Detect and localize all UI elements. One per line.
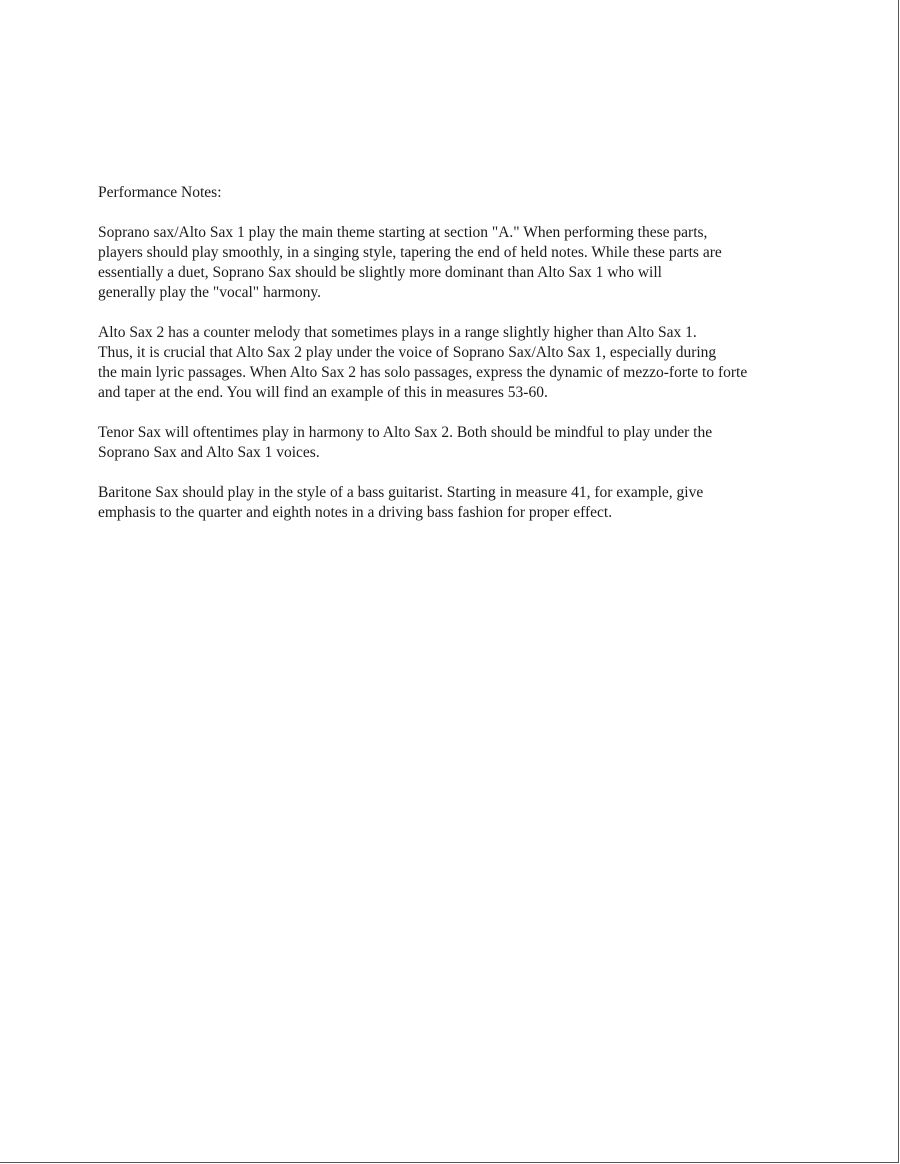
paragraph-line: players should play smoothly, in a singing style, tapering the end of held notes. While these parts are (98, 244, 722, 261)
paragraph-soprano-alto (98, 223, 868, 303)
document-body (98, 183, 868, 543)
paragraph-line: essentially a duet, Soprano Sax should be slightly more dominant than Alto Sax 1 who will (98, 264, 662, 281)
paragraph-line: Alto Sax 2 has a counter melody that sometimes plays in a range slightly higher than Alto Sax 1. (98, 324, 697, 341)
paragraph-line: the main lyric passages. When Alto Sax 2 has solo passages, express the dynamic of mezzo-forte to forte (98, 364, 748, 381)
paragraph-tenor-sax (98, 423, 868, 463)
paragraph-line: emphasis to the quarter and eighth notes in a driving bass fashion for proper effect. (98, 504, 613, 521)
paragraph-line: Tenor Sax will oftentimes play in harmony to Alto Sax 2. Both should be mindful to play under the (98, 424, 713, 441)
paragraph-baritone-sax (98, 483, 868, 523)
paragraph-line: Soprano sax/Alto Sax 1 play the main theme starting at section "A." When performing these parts, (98, 224, 708, 241)
paragraph-line: Thus, it is crucial that Alto Sax 2 play under the voice of Soprano Sax/Alto Sax 1, especially during (98, 344, 717, 361)
page-title: Performance Notes: (98, 184, 222, 201)
paragraph-line: and taper at the end. You will find an example of this in measures 53-60. (98, 384, 548, 401)
paragraph-alto-sax-2 (98, 323, 868, 403)
paragraph-line: generally play the "vocal" harmony. (98, 284, 321, 301)
paragraph-line: Baritone Sax should play in the style of a bass guitarist. Starting in measure 41, for example, give (98, 484, 704, 501)
paragraph-line: Soprano Sax and Alto Sax 1 voices. (98, 444, 320, 461)
